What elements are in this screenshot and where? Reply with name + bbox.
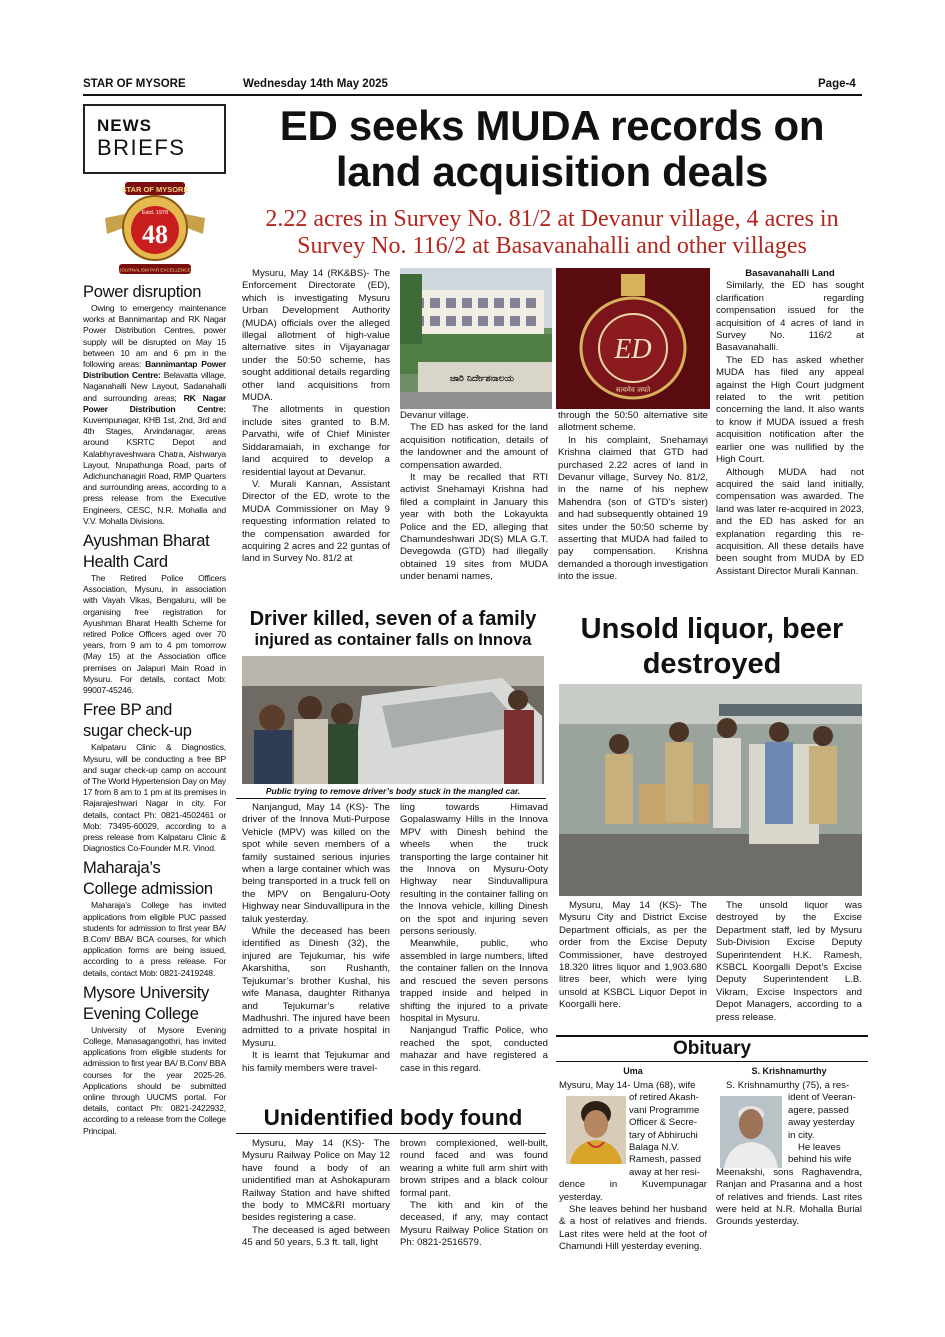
driver-headline: Driver killed, seven of a family injured as container falls on Innova — [249, 608, 537, 649]
emblem-motto: सत्यमेव जयते — [615, 386, 651, 394]
ed-emblem-icon — [556, 268, 710, 409]
masthead-paper-name: STAR OF MYSORE — [83, 78, 186, 90]
brief-text-power: Owing to emergency maintenance works at Bannimantap and RK Nagar Power Distribution Centres, power supply will be disrupted on May 15 between 10 am and 6 pm in the following areas: Bannimantap Power Distribution Centre: Belavatta village, Naganahalli New Layout, Sadanahalli and surrounding areas; RK Nagar Power Distribution Centre: Kuvempunagar, KHB 1st, 2nd, 3rd and 4th Stages, Arvindanagar, areas around KSRTC Depot and Kalabhyraveshwara Chatra, Aishwarya Layout, Nrupathunga Road, parts of Adichunchanagiri Road, RMP Quarters and surrounding areas, according to a press release from the Executive Engineers, CESC, N.R. Mohalla and V.V. Mohalla Divisions. — [83, 303, 227, 526]
body-found-headline: Unidentified body found — [263, 1105, 523, 1130]
brief-text-ayushman: The Retired Police Officers Association, Mysuru, in association with Vayah Vikas, Bengaluru, will be organising free registration for Ayushman Bharat Health Scheme for retired Police Officers aged over 70 years, from 9 am to 4 pm tomorrow (May 15) at the Association office premises on Jalapuri Main Road in Mysuru. For details, contact Mob: 99007-45246. — [83, 573, 226, 696]
anniversary-48-emblem-icon — [103, 178, 207, 280]
accident-photo — [242, 656, 544, 784]
brief-text-maharaja: Maharaja’s College has invited applications from eligible PUC passed students for admission to first year BA/ B.Com/ BBA/ BCA courses, for which application forms are being issued, according to a press release. For details, contact Mob: 0821-2419248. — [83, 900, 226, 978]
office-sign-text: ಜಾರಿ ನಿರ್ದೇಶನಾಲಯ — [449, 374, 515, 384]
brief-title-ayushman: Ayushman Bharat Health Card — [83, 532, 210, 572]
liquor-column-2: The unsold liquor was destroyed by the Excise Department staff, led by Mysuru Sub-Division Excise Deputy Superintendent H.K. Ramesh, KSBCL Koorgalli Depot’s Excise Deputy Superintendent L.B. Vikram, Excise Inspectors and Depot Managers, according to a press release. — [716, 900, 862, 1023]
obituary-right-text: S. Krishnamurthy (75), a res- ident of Veeran- agere, passed away yesterday in city. He leaves behind his wife Meenakshi, sons Raghavendra, Ranjan and Prasanna and a host of relatives and friends. Last rites were held at N.R. Mohalla Burial Grounds yesterday. — [716, 1080, 862, 1228]
logo-number: 48 — [141, 220, 168, 249]
news-briefs-box — [83, 104, 226, 174]
masthead-date: Wednesday 14th May 2025 — [243, 78, 388, 90]
accident-caption: Public trying to remove driver’s body stuck in the mangled car. — [265, 786, 521, 796]
lead-column-2: Devanur village. The ED has asked for the land acquisition notification, details of the landowner and the amount of compensation awarded. It may be recalled that RTI activist Snehamayi Krishna had filed a complaint in January this year with both the Lokayukta Police and the ED, alleging that Chamundeshwari JD(S) MLA G.T. Devegowda (GTD) had illegally obtained 19 sites from MUDA under benami names, — [400, 410, 548, 583]
briefs-label: BRIEFS — [97, 135, 186, 160]
emblem-initials: ED — [614, 334, 652, 365]
basavanahalli-subhead: Basavanahalli Land — [745, 268, 835, 279]
caption-rule — [236, 798, 546, 799]
obituary-title: Obituary — [672, 1038, 752, 1059]
header-rule — [83, 94, 862, 96]
liquor-column-1: Mysuru, May 14 (KS)- The Mysuru City and District Excise Department officials, as per the order from the Excise Deputy Commissioner, have destroyed 18.320 litres liquor and 1,903.680 litres beer, which were lying unsold at KSBCL Liquor Depot in Koorgalli here. — [559, 900, 707, 1011]
body-found-column-1: Mysuru, May 14 (KS)- The Mysuru Railway Police on May 12 have found a body of an unidentified man at Ashokapuram Railway Station and have shifted the body to MMC&RI mortuary besides registering a case. The deceased is aged between 45 and 50 years, 5.3 ft. tall, light — [242, 1138, 390, 1249]
obituary-left-text: Mysuru, May 14- Uma (68), wife of retired Akash- vani Programme Officer & Secre- tary of Abhiruchi Balaga N.V. Ramesh, passed away at her resi- dence in Kuvempunagar yesterday. She leaves behind her husband & a host of relatives and friends. Last rites were held at the foot of Chamundi Hill yesterday evening. — [559, 1080, 707, 1253]
masthead-page-number: Page-4 — [818, 78, 856, 90]
ed-emblem-photo — [556, 268, 710, 409]
logo-top-text: STAR OF MYSORE — [121, 185, 188, 194]
logo-bottom-text: JOURNALISM PAR EXCELLENCE — [118, 267, 191, 273]
liquor-destruction-photo — [559, 684, 862, 896]
brief-text-bp: Kalpataru Clinic & Diagnostics, Mysuru, will be conducting a free BP and sugar check-up camp on account of The World Hypertension Day on May 17 from 8 am to 1 pm at its premises in Rajarajeshwari Nagar in city. For details, contact Ph: 0821-4502461 or Mob: 73495-60029, according to a press release from Kalpataru Clinic & Diagnostics Co-Founder M.R. Vinod. — [83, 742, 226, 854]
brief-title-maharaja: Maharaja’s College admission — [83, 859, 213, 899]
lead-column-3: through the 50:50 alternative site allotment scheme. In his complaint, Snehamayi Krishna claimed that GTD had purchased 2.22 acres of land in Devanur village, Survey No. 81/2, in the name of his nephew Mahendra (son of GTD’s sister) and had subsequently obtained 19 sites under the 50:50 scheme by asserting that MUDA had failed to pay compensation. Krishna demanded a thorough investigation into the issue. — [558, 410, 708, 583]
lead-subheadline: 2.22 acres in Survey No. 81/2 at Devanur village, 4 acres in Survey No. 116/2 at Basavanahalli and other villages — [265, 206, 839, 259]
accident-scene-icon — [242, 656, 544, 784]
lead-column-1: Mysuru, May 14 (RK&BS)- The Enforcement Directorate (ED), which is investigating Mysuru Urban Development Authority (MUDA) officials over the alleged illegal allotment of high-value alternative sites in Vijayanagar under the 50:50 scheme, has sought additional details regarding other land acquisitions from MUDA. The allotments in question include sites granted to B.M. Parvathi, wife of Chief Minister Siddaramaiah, in exchange for land acquired to develop a residential layout at Devanur. V. Murali Kannan, Assistant Director of the ED, wrote to the MUDA Commissioner on May 9 requesting information related to the compensation awarded for acquiring 2 acres and 22 guntas of land in Survey No. 81/2 at — [242, 268, 390, 565]
lead-column-4: Basavanahalli Land Similarly, the ED has sought clarification regarding compensation issued for the acquisition of 4 acres of land in Survey No. 116/2 at Basavanahalli. The ED has asked whether MUDA has filed any appeal against the High Court judgment related to the writ petition concerning the land. It also wants to know if MUDA issued a fresh acquisition notification after the earlier one was nullified by the High Court. Although MUDA had not acquired the said land initially, compensation was awarded. The land was later re-acquired in 2023, and the ED has asked for an explanation regarding this re-acquisition. All these details have been sought from MUDA by ED Assistant Director Murali Kannan. — [716, 268, 864, 577]
obituary-left-name: Uma — [623, 1066, 643, 1076]
liquor-headline: Unsold liquor, beer destroyed — [580, 613, 844, 680]
brief-text-evening-college: University of Mysore Evening College, Manasagangothri, has invited applications from eligible students for admission to first year BA/ B.Com/ BBA courses for the year 2025-26. Applications should be submitted online through UUCMS portal. For details, contact Ph: 0821-2422932, according to a release from the College Principal. — [83, 1024, 226, 1136]
body-found-rule — [236, 1133, 546, 1134]
driver-column-1: Nanjangud, May 14 (KS)- The driver of the Innova Muti-Purpose Vehicle (MPV) was killed on the spot while seven members of a family sustained serious injuries when a large container which was being transported in a truck fell on the MPV on Bengaluru-Ooty Highway near Sinduvallipura in the taluk yesterday. While the deceased has been identified as Dinesh (32), the injured are Tejukumar, his wife Akarshitha, son Rushanth, Tejukumar’s brother Kushal, his wife Manasa, daughter Rithanya and Tejukumar’s relative Madhushri. The injured have been admitted to a private hospital in Mysuru. It is learnt that Tejukumar and his family members were travel- — [242, 802, 390, 1074]
obituary-title-rule — [556, 1061, 868, 1062]
anniversary-logo — [83, 174, 226, 284]
news-briefs-sidebar — [83, 104, 226, 1264]
ed-office-photo — [400, 268, 552, 409]
brief-title-evening-college: Mysore University Evening College — [83, 983, 210, 1023]
ed-office-building-icon — [400, 268, 552, 409]
news-label: NEWS — [97, 116, 152, 135]
brief-title-bp: Free BP and sugar check-up — [83, 701, 192, 741]
logo-est-text: Estd. 1978 — [141, 210, 168, 216]
body-found-column-2: brown complexioned, well-built, round faced and was found wearing a white full arm shirt with brown stripes and a black colour formal pant. The kith and kin of the deceased, if any, may contact Mysuru Railway Police Station on Ph: 0821-2516579. — [400, 1138, 548, 1249]
brief-title-power: Power disruption — [83, 283, 202, 301]
obituary-right-name: S. Krishnamurthy — [751, 1066, 827, 1076]
lead-headline: ED seeks MUDA records on land acquisition deals — [279, 102, 825, 195]
liquor-destruction-scene-icon — [559, 684, 862, 896]
driver-column-2: ling towards Himavad Gopalaswamy Hills in the Innova MPV with Dinesh behind the wheels when the truck transporting the large container hit the Innova on Mysuru-Ooty Highway near Sinduvallipura resulting in the container falling on the Innova vehicle, killing Dinesh on the spot and injuring seven persons seriously. Meanwhile, public, who assembled in large numbers, lifted the container fallen on the Innova and rescued the seven persons trapped inside and helped in shifting the injured to a private hospital in Mysuru. Nanjangud Traffic Police, who reached the spot, conducted mahazar and have registered a case in this regard. — [400, 802, 548, 1074]
